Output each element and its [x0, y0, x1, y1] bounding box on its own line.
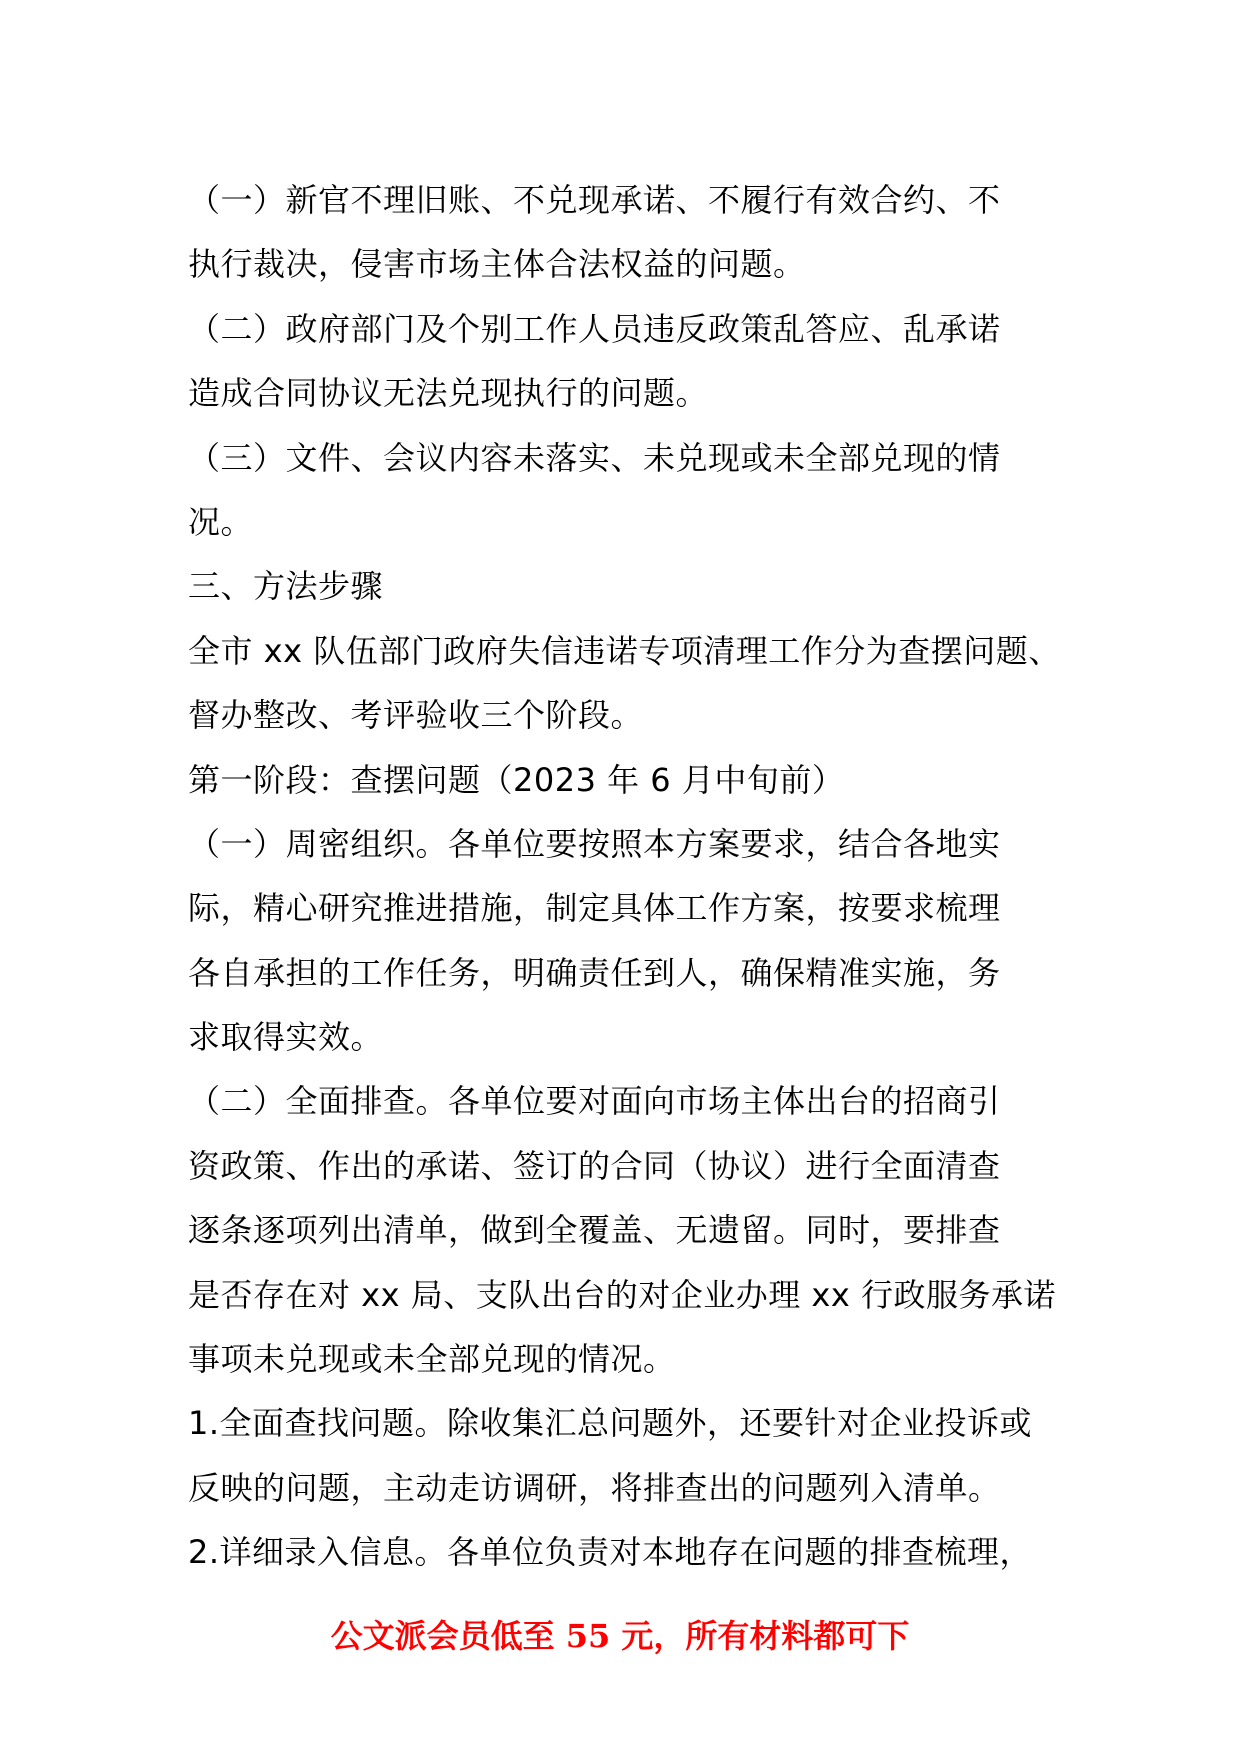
text-line: 1.全面查找问题。除收集汇总问题外，还要针对企业投诉或	[188, 1404, 1033, 1443]
text-line: （三）文件、会议内容未落实、未兑现或未全部兑现的情	[188, 438, 1001, 477]
stage-heading: 第一阶段：查摆问题（2023 年 6 月中旬前）	[188, 760, 845, 799]
text-line: 况。	[188, 502, 254, 541]
text-line: （一）新官不理旧账、不兑现承诺、不履行有效合约、不	[188, 181, 1001, 219]
promo-footer: 公文派会员低至 55 元，所有材料都可下	[330, 1617, 910, 1655]
text-line: 2.详细录入信息。各单位负责对本地存在问题的排查梳理，	[188, 1533, 1033, 1572]
text-line: 是否存在对 xx 局、支队出台的对企业办理 xx 行政服务承诺	[188, 1275, 1056, 1314]
text-line: 求取得实效。	[188, 1018, 384, 1057]
document-body	[188, 168, 1068, 1585]
text-line: 各自承担的工作任务，明确责任到人，确保精准实施，务	[188, 953, 1001, 992]
text-line: 督办整改、考评验收三个阶段。	[188, 696, 644, 735]
text-line: 资政策、作出的承诺、签订的合同（协议）进行全面清查	[188, 1146, 1001, 1185]
text-line: （二）政府部门及个别工作人员违反政策乱答应、乱承诺	[188, 309, 1001, 348]
text-line: 事项未兑现或未全部兑现的情况。	[188, 1340, 676, 1379]
text-line: 造成合同协议无法兑现执行的问题。	[188, 374, 709, 413]
text-line: 逐条逐项列出清单，做到全覆盖、无遗留。同时，要排查	[188, 1211, 1001, 1250]
text-line: （二）全面排查。各单位要对面向市场主体出台的招商引	[188, 1082, 1001, 1121]
text-line: 全市 xx 队伍部门政府失信违诺专项清理工作分为查摆问题、	[188, 631, 1061, 670]
section-heading: 三、方法步骤	[188, 567, 384, 606]
text-line: （一）周密组织。各单位要按照本方案要求，结合各地实	[188, 824, 1001, 863]
text-line: 执行裁决，侵害市场主体合法权益的问题。	[188, 245, 806, 284]
text-line: 际，精心研究推进措施，制定具体工作方案，按要求梳理	[188, 889, 1001, 928]
text-line: 反映的问题，主动走访调研，将排查出的问题列入清单。	[188, 1468, 1001, 1507]
